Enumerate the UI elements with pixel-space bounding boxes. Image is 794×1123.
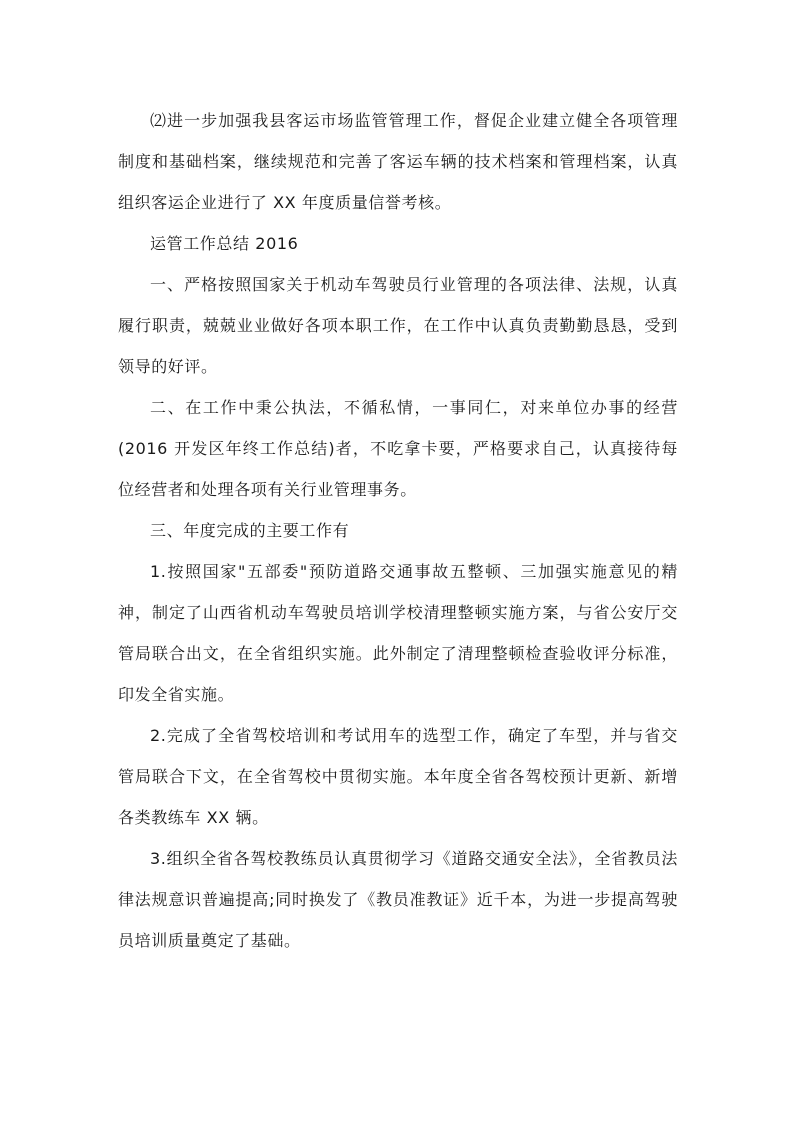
paragraph-point-one: 一、严格按照国家关于机动车驾驶员行业管理的各项法律、法规，认真履行职责，兢兢业业做好各项本职工作，在工作中认真负责勤勤恳恳，受到领导的好评。 xyxy=(118,275,678,376)
paragraph-item-3: 3.组织全省各驾校教练员认真贯彻学习《道路交通安全法》，全省教员法律法规意识普遍提高;同时换发了《教员准教证》近千本，为进一步提高驾驶员培训质量奠定了基础。 xyxy=(118,849,678,950)
section-heading: 运管工作总结 2016 xyxy=(150,234,299,253)
paragraph-passenger-transport-supervision: ⑵进一步加强我县客运市场监管管理工作，督促企业建立健全各项管理制度和基础档案，继续规范和完善了客运车辆的技术档案和管理档案，认真组织客运企业进行了 XX 年度质量信誉考核。 xyxy=(118,111,678,212)
paragraph-item-2: 2.完成了全省驾校培训和考试用车的选型工作，确定了车型，并与省交管局联合下文，在全省驾校中贯彻实施。本年度全省各驾校预计更新、新增各类教练车 XX 辆。 xyxy=(118,726,678,827)
paragraph-item-1: 1.按照国家"五部委"预防道路交通事故五整顿、三加强实施意见的精神，制定了山西省机动车驾驶员培训学校清理整顿实施方案，与省公安厅交管局联合出文，在全省组织实施。此外制定了清理整顿检查验收评分标准，印发全省实施。 xyxy=(118,562,678,704)
document-body xyxy=(118,100,678,961)
paragraph-point-two: 二、在工作中秉公执法，不循私情，一事同仁，对来单位办事的经营(2016 开发区年终工作总结)者，不吃拿卡要，严格要求自己，认真接待每位经营者和处理各项有关行业管理事务。 xyxy=(118,398,678,499)
paragraph-point-three: 三、年度完成的主要工作有 xyxy=(150,521,350,540)
